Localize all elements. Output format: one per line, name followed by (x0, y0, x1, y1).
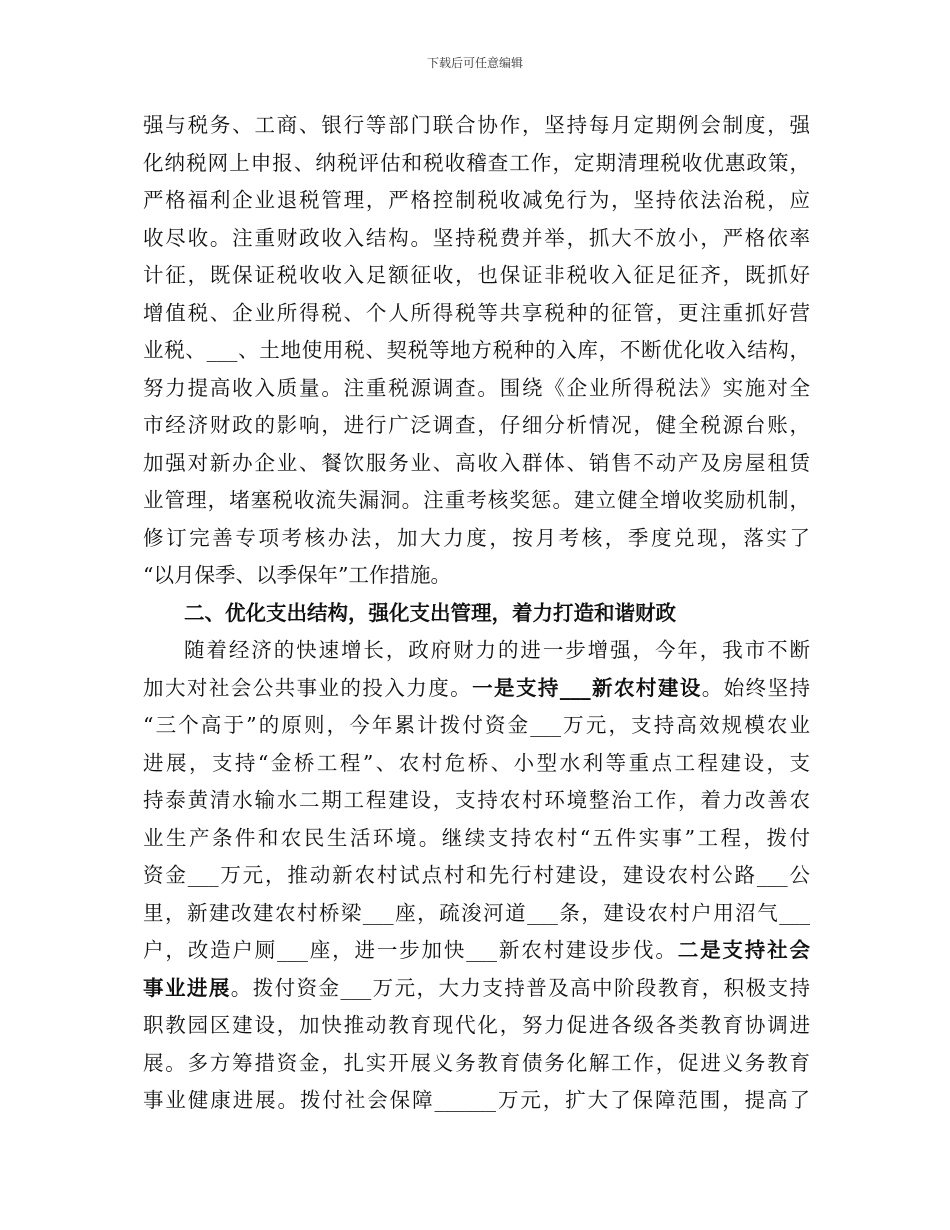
text-line: 职教园区建设，加快推动教育现代化，努力促进各级各类教育协调进 (143, 1013, 810, 1037)
page-header: 下载后可任意编辑 (426, 56, 523, 70)
text-line: 严格福利企业退税管理，严格控制税收减免行为，坚持依法治税，应 (143, 188, 810, 212)
text-line: 化纳税网上申报、纳税评估和税收稽查工作，定期清理税收优惠政策， (143, 150, 810, 175)
text-line: 市经济财政的影响，进行广泛调查，仔细分析情况，健全税源台账， (143, 413, 810, 437)
text-run: 。始终坚持 (701, 675, 811, 700)
text-line: 加强对新办企业、餐饮服务业、高收入群体、销售不动产及房屋租赁 (143, 450, 810, 475)
text-line: 持泰黄清水输水二期工程建设，支持农村环境整治工作，着力改善农 (143, 788, 810, 812)
text-line: 资金___万元，推动新农村试点村和先行村建设，建设农村公路___公 (143, 863, 810, 887)
text-run: 。拨付资金___万元，大力支持普及高中阶段教育，积极支持 (230, 975, 811, 1000)
text-line: 计征，既保证税收收入足额征收，也保证非税收入征足征齐，既抓好 (143, 263, 810, 287)
text-line: “三个高于”的原则，今年累计拨付资金___万元，支持高效规模农业 (143, 713, 810, 737)
text-line: 进展，支持“金桥工程”、农村危桥、小型水利等重点工程建设，支 (143, 750, 810, 775)
text-line (143, 932, 810, 970)
text-line: 业生产条件和农民生活环境。继续支持农村“五件实事”工程，拨付 (143, 825, 810, 850)
text-line (143, 670, 810, 708)
text-line: 事业健康进展。拨付社会保障______万元，扩大了保障范围，提高了 (143, 1088, 810, 1112)
text-line: 强与税务、工商、银行等部门联合协作，坚持每月定期例会制度，强 (143, 113, 810, 137)
section-heading: 二、优化支出结构，强化支出管理，着力打造和谐财政 (184, 600, 676, 625)
text-line (143, 970, 810, 1008)
text-line: 业管理，堵塞税收流失漏洞。注重考核奖惩。建立健全增收奖励机制， (143, 488, 810, 512)
bold-text-run: 事业进展 (143, 975, 231, 1000)
text-line: “以月保季、以季保年”工作措施。 (143, 563, 451, 587)
bold-text-run: 一是支持___新农村建设 (472, 675, 702, 700)
text-line: 随着经济的快速增长，政府财力的进一步增强，今年，我市不断 (184, 638, 810, 662)
document-body (143, 107, 810, 1120)
text-line: 里，新建改建农村桥梁___座，疏浚河道___条，建设农村户用沼气___ (143, 900, 810, 925)
text-run: 加大对社会公共事业的投入力度。 (143, 675, 473, 700)
text-line: 修订完善专项考核办法，加大力度，按月考核，季度兑现，落实了 (143, 525, 810, 550)
text-line: 业税、___、土地使用税、契税等地方税种的入库，不断优化收入结构， (143, 338, 810, 362)
text-line: 收尽收。注重财政收入结构。坚持税费并举，抓大不放小，严格依率 (143, 225, 810, 250)
text-run: 户，改造户厕___座，进一步加快___新农村建设步伐。 (143, 938, 678, 962)
text-line: 增值税、企业所得税、个人所得税等共享税种的征管，更注重抓好营 (143, 300, 810, 325)
bold-text-run: 二是支持社会 (677, 938, 811, 962)
text-line: 努力提高收入质量。注重税源调查。围绕《企业所得税法》实施对全 (143, 375, 810, 400)
text-line: 展。多方筹措资金，扎实开展义务教育债务化解工作，促进义务教育 (143, 1050, 810, 1075)
